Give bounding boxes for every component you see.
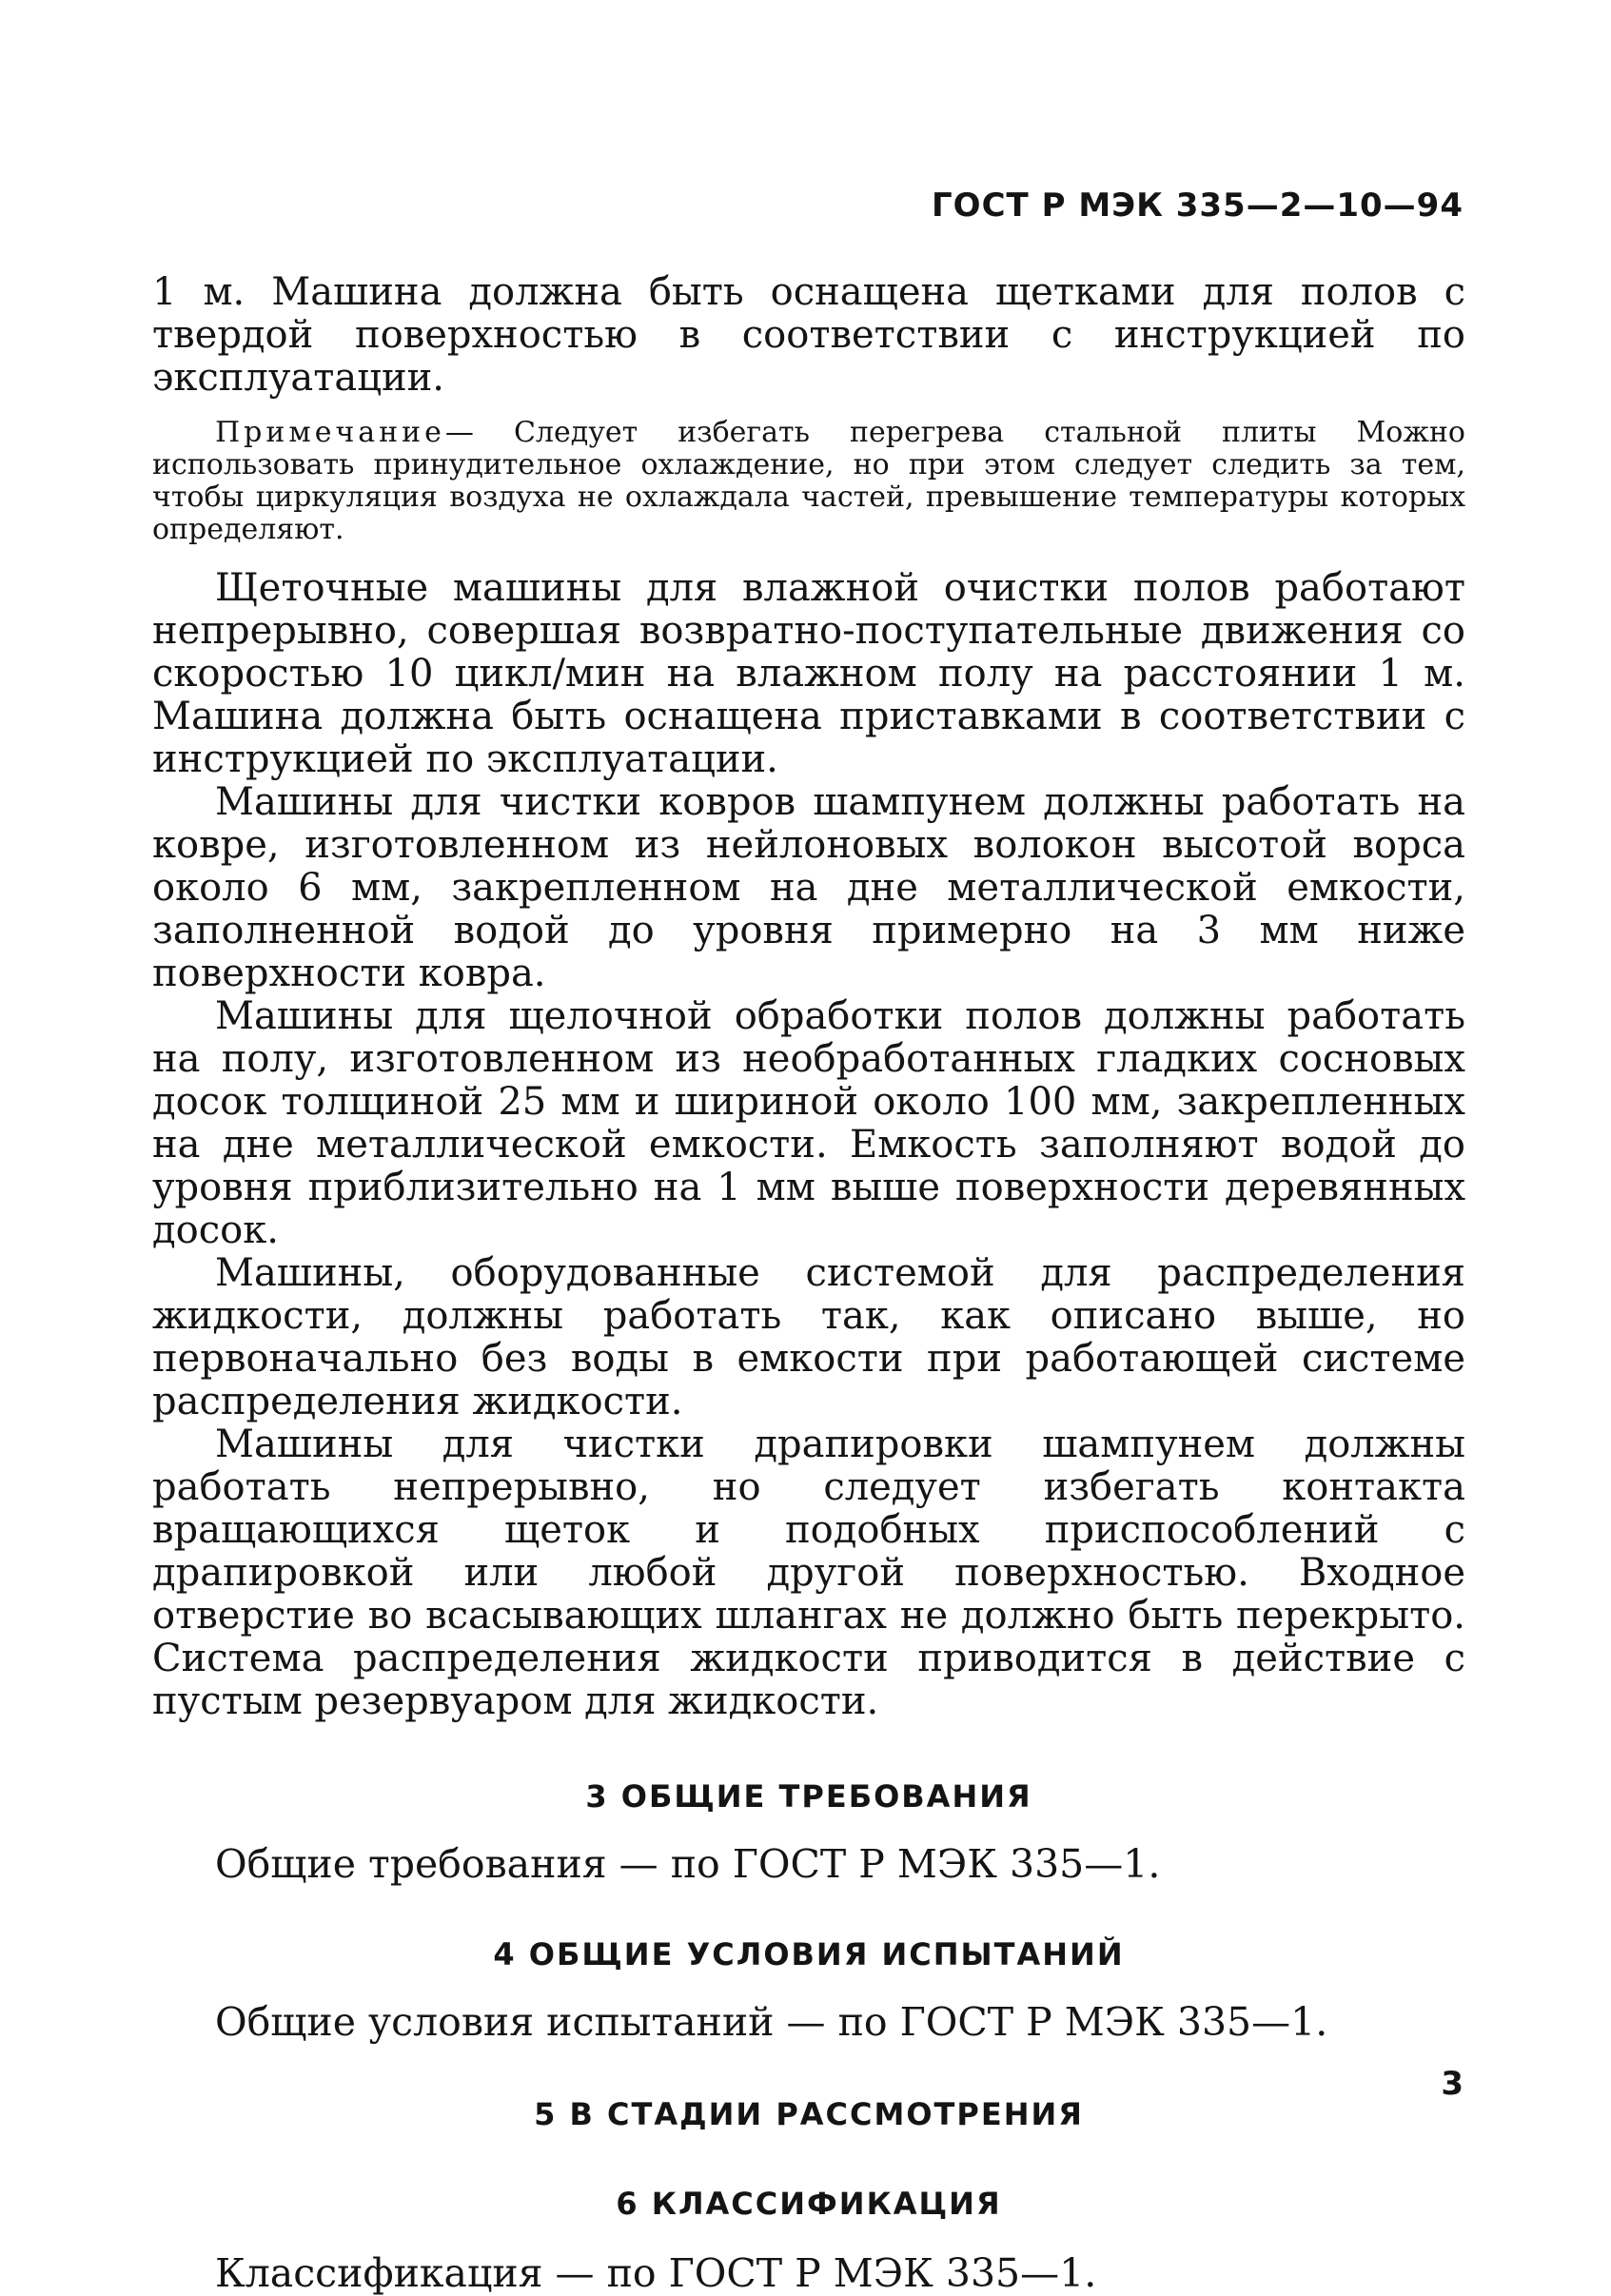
section-5-heading: 5 В СТАДИИ РАССМОТРЕНИЯ [534, 2096, 1084, 2132]
document-body [152, 271, 1465, 2296]
note [152, 417, 1465, 546]
section-4-heading: 4 ОБЩИЕ УСЛОВИЯ ИСПЫТАНИЙ [493, 1936, 1125, 1972]
paragraph-continuation: 1 м. Машина должна быть оснащена щетками для полов с твердой поверхностью в соответствии с инструкцией по эксплуатации. [152, 270, 1465, 400]
paragraph-wet-cleaning: Щеточные машины для влажной очистки полов работают непрерывно, совершая возвратно-поступательные движения со скоростью 10 цикл/мин на влажном полу на расстоянии 1 м. Машина должна быть оснащена приставками в соответствии с инструкцией по эксплуатации. [152, 566, 1465, 781]
standard-header: ГОСТ Р МЭК 335—2—10—94 [932, 186, 1464, 225]
paragraph-alkaline-treatment: Машины для щелочной обработки полов должны работать на полу, изготовленном из необработанных гладких сосновых досок толщиной 25 мм и шириной около 100 мм, закрепленных на дне металлической емкости. Емкость заполняют водой до уровня приблизительно на 1 мм выше поверхности деревянных досок. [152, 994, 1465, 1252]
page-number: 3 [1441, 2065, 1464, 2103]
note-text: — Следует избегать перегрева стальной плиты Можно использовать принудительное охлаждение, но при этом следует следить за тем, чтобы циркуляция воздуха не охлаждала частей, превышение температуры которых определяют. [152, 416, 1465, 546]
section-6-text: Классификация — по ГОСТ Р МЭК 335—1. [215, 2250, 1097, 2296]
note-label: Примечание [215, 416, 445, 449]
section-3-text: Общие требования — по ГОСТ Р МЭК 335—1. [215, 1841, 1161, 1887]
section-4-text: Общие условия испытаний — по ГОСТ Р МЭК 335—1. [215, 1999, 1328, 2045]
section-3-heading: 3 ОБЩИЕ ТРЕБОВАНИЯ [585, 1778, 1032, 1815]
paragraph-drapery-shampoo: Машины для чистки драпировки шампунем должны работать непрерывно, но следует избегать контакта вращающихся щеток и подобных приспособлений с драпировкой или любой другой поверхностью. Входное отверстие во всасывающих шлангах не должно быть перекрыто. Система распределения жидкости приводится в действие с пустым резервуаром для жидкости. [152, 1423, 1465, 1723]
paragraph-liquid-distribution: Машины, оборудованные системой для распределения жидкости, должны работать так, как описано выше, но первоначально без воды в емкости при работающей системе распределения жидкости. [152, 1251, 1465, 1423]
section-6-heading: 6 КЛАССИФИКАЦИЯ [616, 2186, 1002, 2222]
paragraph-carpet-shampoo: Машины для чистки ковров шампунем должны работать на ковре, изготовленном из нейлоновых волокон высотой ворса около 6 мм, закрепленном на дне металлической емкости, заполненной водой до уровня примерно на 3 мм ниже поверхности ковра. [152, 780, 1465, 995]
